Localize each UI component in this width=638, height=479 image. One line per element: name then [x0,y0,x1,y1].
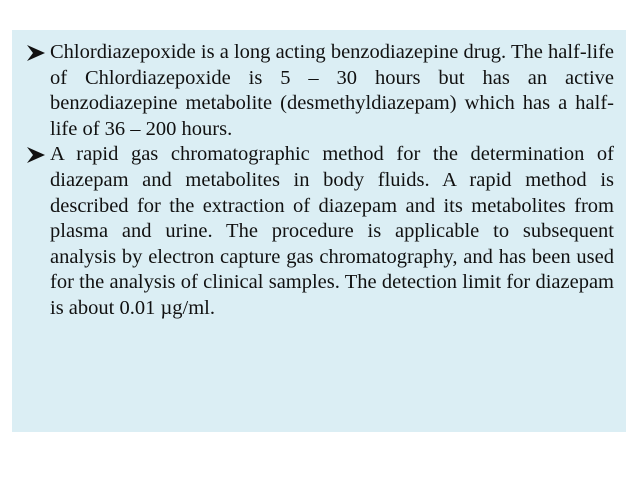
content-box [12,30,626,432]
arrow-bullet-icon [26,40,50,66]
bullet-text: A rapid gas chromatographic method for the determination of diazepam and metabolites in body fluids. A rapid method is described for the extraction of diazepam and its metabolites from plasma and urine. The procedure is applicable to subsequent analysis by electron capture gas chromatography, and has been used for the analysis of clinical samples. The detection limit for diazepam is about 0.01 µg/ml. [50,143,614,319]
bullet-text: Chlordiazepoxide is a long acting benzodiazepine drug. The half-life of Chlordiazepoxide is 5 – 30 hours but has an active benzodiazepine metabolite (desmethyldiazepam) which has a half-life of 36 – 200 hours. [50,41,614,140]
bullet-item-1 [26,40,614,142]
bullet-item-2 [26,142,614,321]
arrow-bullet-icon [26,142,50,168]
